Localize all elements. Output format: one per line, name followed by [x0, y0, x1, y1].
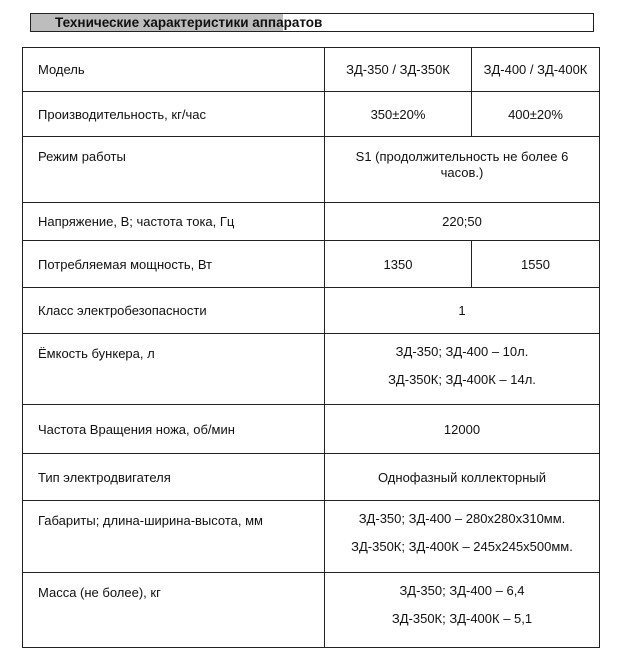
row-label: Напряжение, В; частота тока, Гц	[23, 203, 325, 241]
table-row	[23, 454, 600, 501]
row-label: Частота Вращения ножа, об/мин	[23, 405, 325, 454]
section-header	[30, 13, 594, 32]
cell-value-line: ЗД-350К; ЗД-400К – 14л.	[388, 372, 536, 387]
row-label: Класс электробезопасности	[23, 288, 325, 334]
cell-value-line: ЗД-350; ЗД-400 – 6,4	[399, 583, 525, 598]
cell-value-line: ЗД-350К; ЗД-400К – 245х245х500мм.	[351, 539, 573, 554]
table-row	[23, 203, 600, 241]
table-row	[23, 241, 600, 288]
specs-table	[22, 47, 600, 648]
cell-value: 350±20%	[325, 92, 472, 137]
table-row	[23, 573, 600, 648]
row-label: Модель	[23, 48, 325, 92]
row-label: Потребляемая мощность, Вт	[23, 241, 325, 288]
cell-value-line: ЗД-350К; ЗД-400К – 5,1	[391, 611, 533, 626]
row-label: Тип электродвигателя	[23, 454, 325, 501]
cell-value-line: S1 (продолжительность не более 6	[355, 149, 569, 164]
cell-value: ЗД-400 / ЗД-400К	[472, 48, 600, 92]
section-title: Технические характеристики аппаратов	[55, 15, 323, 30]
cell-value: ЗД-350 / ЗД-350К	[325, 48, 472, 92]
cell-value: 220;50	[325, 203, 600, 241]
table-row	[23, 501, 600, 573]
cell-value: Однофазный коллекторный	[325, 454, 600, 501]
row-label: Режим работы	[38, 149, 126, 164]
cell-value: 400±20%	[472, 92, 600, 137]
table-row	[23, 92, 600, 137]
cell-value: 12000	[325, 405, 600, 454]
row-label: Габариты; длина-ширина-высота, мм	[38, 513, 263, 528]
cell-value-line: часов.)	[440, 165, 484, 180]
table-row	[23, 288, 600, 334]
row-label: Масса (не более), кг	[38, 585, 161, 600]
cell-value-line: ЗД-350; ЗД-400 – 280х280х310мм.	[358, 511, 566, 526]
cell-value: 1350	[325, 241, 472, 288]
row-label: Ёмкость бункера, л	[38, 346, 155, 361]
table-row	[23, 334, 600, 405]
table-row	[23, 48, 600, 92]
cell-value: 1	[325, 288, 600, 334]
cell-value: 1550	[472, 241, 600, 288]
table-row	[23, 405, 600, 454]
row-label: Производительность, кг/час	[23, 92, 325, 137]
table-row	[23, 137, 600, 203]
cell-value-line: ЗД-350; ЗД-400 – 10л.	[395, 344, 529, 359]
